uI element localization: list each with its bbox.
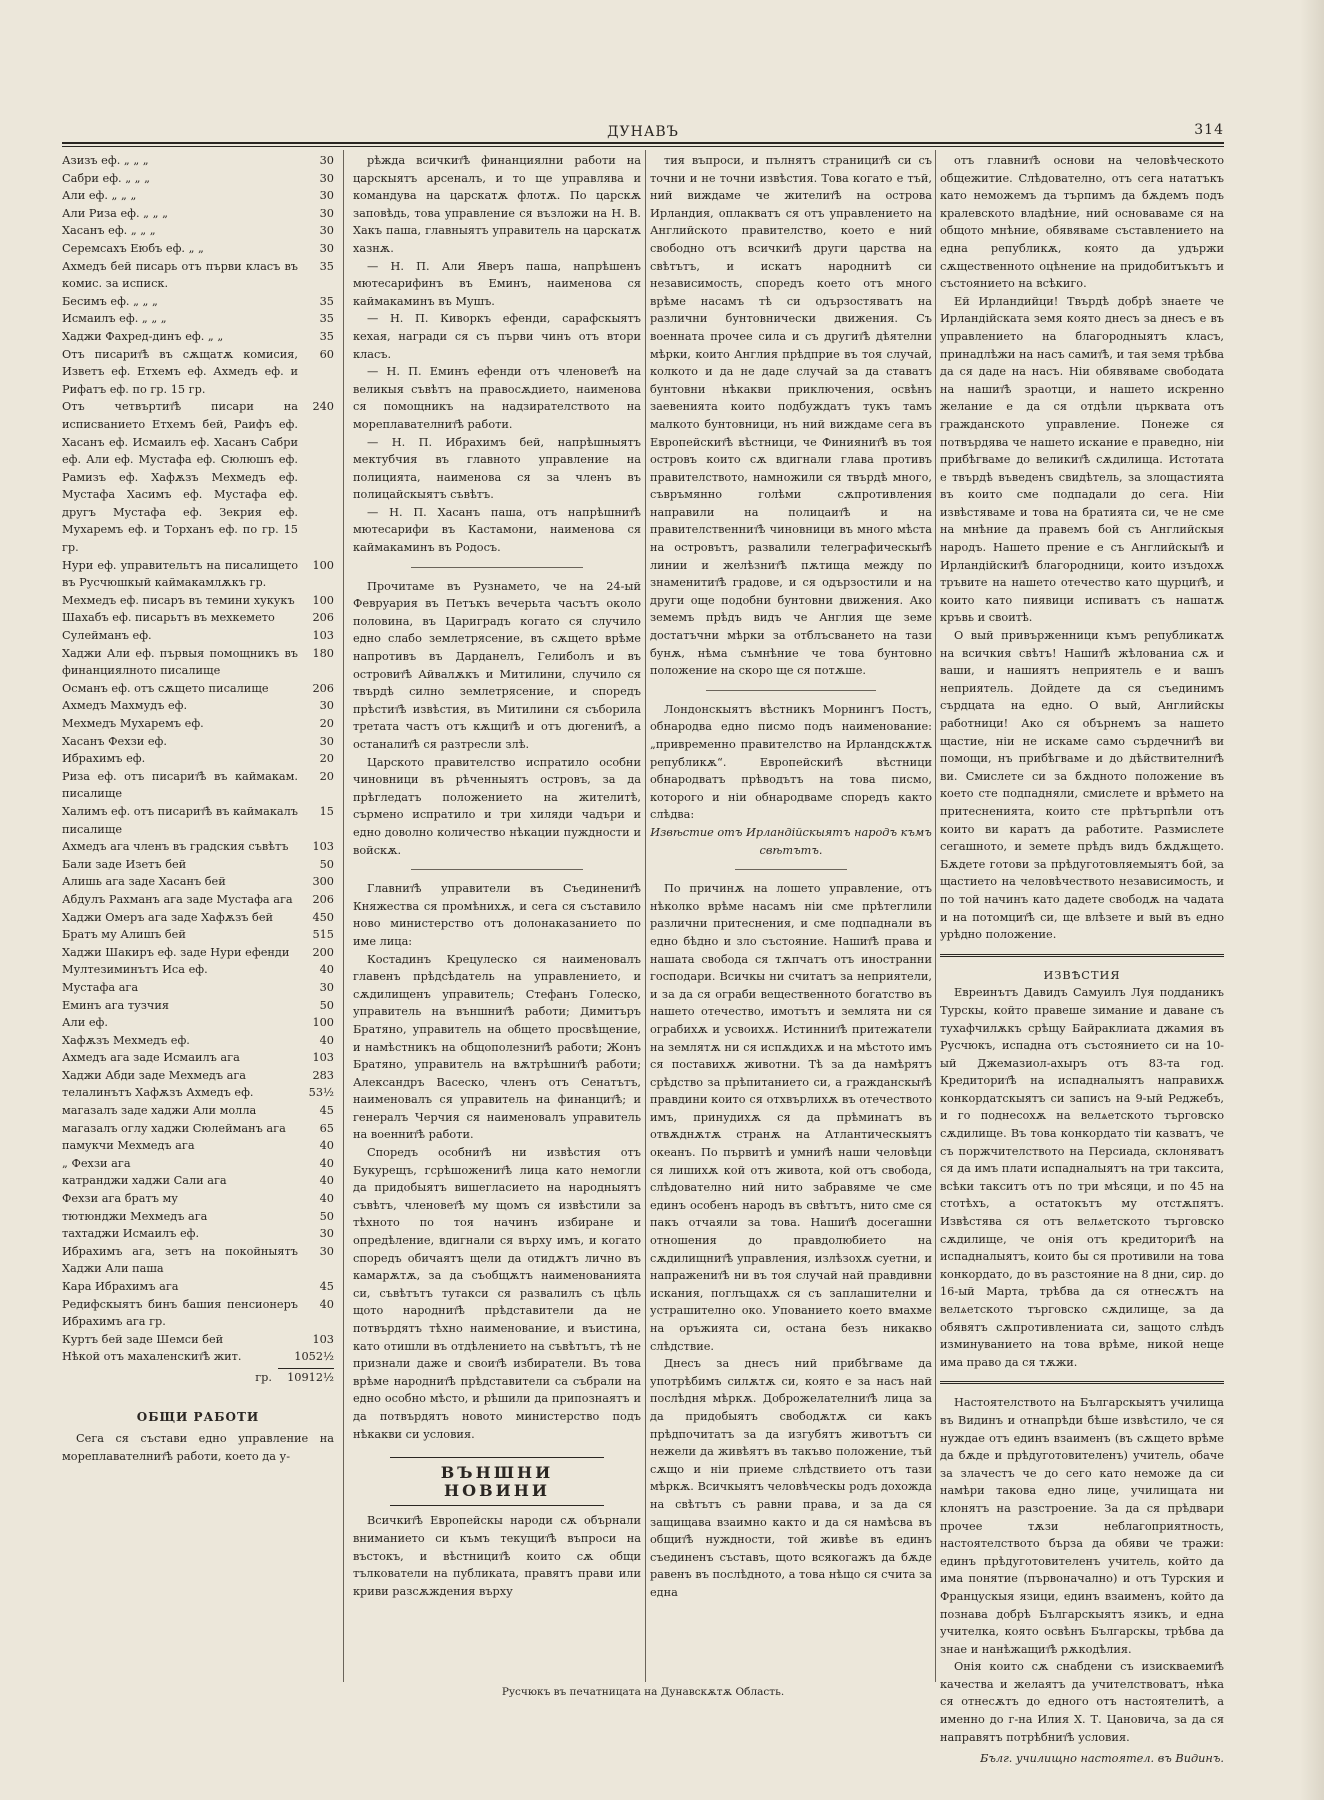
list-item-name: Хасанъ еф. „ „ „ [62,224,156,238]
list-item-amount: 30 [319,224,334,238]
total-row [62,1368,334,1387]
page-header [62,118,1224,140]
list-item [62,222,334,240]
list-item-name: Отъ писарит҃ѣ въ сѫщатѫ комисия, Изветъ еф. Етхемъ еф. Ахмедъ еф. и Рифатъ еф. по гр. 15 гр. [62,347,298,396]
list-item-name: Ахмедъ бей писарь отъ първи класъ въ комис. за исписк. [62,259,298,291]
column-divider [935,150,936,1682]
list-item [62,609,334,627]
list-item-amount: 30 [319,206,334,220]
column-4 [940,152,1224,1766]
list-item [62,750,334,768]
list-item-name: Мехмедъ Мухаремъ еф. [62,717,204,730]
foreign-news-heading: ВЪНШНИ НОВИНИ [390,1457,603,1506]
section-separator [940,954,1224,957]
list-item-name: Еминъ ага тузчия [62,998,170,1012]
list-item-name: Османъ еф. отъ сѫщето писалище [62,681,269,695]
article-paragraph: Лондонскыятъ вѣстникъ Морнингъ Постъ, обнародва едно писмо подъ наименование: „привременно правителство на Ирландскѫтѫ републикѫ“. Европейскит҃ѣ вѣстници обнародватъ прѣводътъ на това писмо, которого и нiи обнародваме споредъ както слѣдва: [650,702,932,822]
list-item-amount: 200 [312,945,334,959]
list-item-amount: 50 [319,1209,334,1223]
article-paragraph: — Н. П. Ибрахимъ бей, напрѣшныятъ мектубчия въ главното управление на полицията, наименова ся за членъ въ полицайскыятъ съвѣтъ. [353,435,641,502]
list-item-name: Нури еф. управительтъ на писалището въ Русчюшкый каймакамлѫкъ гр. [62,558,298,590]
section-separator [706,690,875,691]
column-divider [645,150,646,1682]
list-item-amount: 283 [312,1068,334,1082]
list-item-name: Риза еф. отъ писарит҃ѣ въ каймакам. писалище [62,769,298,801]
article-paragraph: Ей Ирландийци! Твърдѣ добрѣ знаете че Ирландійската земя която днесъ за днесъ е въ управлението на благородныятъ класъ, принадлѣжи на насъ самит҃ѣ, и тая земя трѣбва да ся даде на насъ. Нiи обявяваме свободата на нашит҃ѣ зраотци, и нашето искренно желание е да ся отдѣли църквата отъ гражданското управление. Понеже ся потвърдява че нашето искание е праведно, нiи прибѣгваме до великит҃ѣ сѫдилища. Истотата е твърдѣ въведенъ свидѣтель, за злощастията въ които сме подпадали до сега. Нiи извѣстяваме и това на братията си, че не сме на мнѣние да правемъ бой съ Английскыя народъ. Нашето прение е съ Английскыт҃ѣ и Ирландійскит҃ѣ благородници, които изъдохѫ тръвите на нашето отечество като щурцит҃ѣ, и които като пиявици испиватъ съ нашатѫ кръвь и своитѣ. [940,294,1224,625]
list-item-amount: 30 [319,734,334,748]
list-item-name: телалинътъ Хафѫзъ Ахмедъ еф. [62,1086,254,1100]
list-item [62,645,334,680]
list-item-name: Хаджи Омеръ ага заде Хафѫзъ бей [62,910,274,924]
list-item-name: Ибрахимъ ага, зетъ на покойныятъ Хаджи Али паша [62,1244,298,1276]
list-item-amount: 45 [319,1280,334,1293]
list-item-amount: 30 [319,189,334,203]
list-item-amount: 240 [312,400,334,414]
header-rule [62,142,1224,147]
list-item-amount: 30 [319,1227,334,1241]
list-item [62,697,334,715]
total-amount: 10912½ [278,1368,334,1387]
list-item-name: Бесимъ еф. „ „ „ [62,294,158,308]
article-paragraph: рѣжда всичкит҃ѣ финанциялни работи на царскыятъ арсеналъ, и то ще управлява и командува на царскатѫ флотѫ. По царскѫ заповѣдь, това управление ся възложи на Н. В. Хакъ паша, главныятъ управитель на царскатѫ хазнѫ. [353,154,641,255]
list-item-amount: 35 [319,259,334,273]
list-item-amount: 53½ [308,1086,334,1100]
notices-heading: ИЗВѢСТИЯ [1043,968,1121,982]
list-item-amount: 40 [319,1156,334,1170]
column-2 [353,152,641,1680]
list-item-amount: 103 [312,629,334,643]
list-item-name: Хаджи Али еф. първыя помощникъ въ финанциялното писалище [62,646,298,678]
list-item-name: Серемсахъ Еюбъ еф. „ „ [62,241,204,255]
list-item [62,1296,334,1331]
list-item [62,909,334,927]
newspaper-title: ДУНАВЪ [607,124,679,140]
letter-title: Извѣстие отъ Ирландійскыятъ народъ къмъ свѣтътъ. [650,825,932,857]
list-item-amount: 450 [312,910,334,924]
list-item-name: тютюнджи Мехмедъ ага [62,1209,208,1223]
list-item-name: Кара Ибрахимъ ага [62,1280,179,1293]
list-item [62,398,334,556]
list-item-amount: 103 [312,1051,334,1065]
section-separator [940,1381,1224,1384]
list-item [62,803,334,838]
list-item-name: Редифскыятъ бинъ башия пенсионеръ Ибрахимъ ага гр. [62,1297,298,1329]
list-item-name: Ахмедъ ага заде Исмаилъ ага [62,1051,240,1065]
notice-paragraph: Настоятелството на Българскыятъ училища въ Видинъ и отнапрѣди бѣше извѣстило, че ся нуждае отъ единъ взаименъ (въ сѫщето врѣме да бѫде и прѣдуготовителенъ) учитель, обаче за злачестъ че до сего като неможе да си намѣри такова едно лице, училищата ни клонятъ на разстроение. За да ся прѣдвари прочее тѫзи неблагоприятность, настоятелството бърза да обяви че тражи: единъ прѣдуготовителенъ учитель, който да има понятие (първоначално) и отъ Турския и Францускыя язици, единъ взаименъ, който да познава добрѣ Българскыятъ язикъ, и една учителка, която освѣнъ Българскы, трѣбва да знае и нанѣжащит҃ѣ рѫкодѣлия. [940,1396,1224,1656]
list-item-name: Фехзи ага братъ му [62,1192,178,1206]
list-item-name: „ Фехзи ага [62,1156,131,1170]
public-works-heading: ОБЩИ РАБОТИ [136,1409,260,1424]
list-item [62,997,334,1015]
notice-paragraph: Онія които сѫ снабдени съ изискваемит҃ѣ качества и желаятъ да учителствоватъ, нѣка ся отнесѫтъ до едного отъ настоятелитѣ, а именно до г-на Илия Х. Т. Цановича, за да ся направятъ потрѣбнит҃ѣ условия. [940,1660,1224,1744]
list-item [62,557,334,592]
list-item [62,979,334,997]
list-item [62,1243,334,1278]
list-item [62,1067,334,1085]
list-item [62,733,334,751]
list-item [62,926,334,944]
list-item-name: Хаджи Фахред-динъ еф. „ „ [62,329,224,343]
list-item-amount: 65 [319,1121,334,1135]
article-paragraph: тия въпроси, и пълнятъ страницит҃ѣ си съ точни и не точни извѣстия. Това когато е тъй, ний виждаме че жителит҃ѣ на острова Ирландия, оплакватъ ся отъ управлението на Английското правителство, което е ний свободно отъ всичкит҃ѣ други царства на свѣтътъ, и искатъ народнитѣ си независимость, споредъ което отъ много врѣме насамъ тѣ си одързостяватъ на различни бунтовнически движения. Съ военната прочее сила и съ другит҃ѣ дѣятелни мѣрки, които Англия прѣдприе въ тоя случай, колкото и да не даде случай за да ставатъ бунтовни нѣкакви приключения, освѣнъ заевенията които подбуждатъ тукъ тамъ малкото бунтовници, нъ ний виждаме сега въ Европейскит҃ѣ вѣстници, че Финиянит҃ѣ въ тоя островъ които сѫ вдигнали глава противъ правителството, намножили ся твърдѣ много, съвръмянно голѣми сѫпротивления направили на полицаит҃ѣ и на правителственнит҃ѣ чиновници въ много мѣста на островътъ, развалили телеграфическыт҃ѣ линии и желѣзнит҃ѣ пѫтища между по знаменитит҃ѣ градове, и ся одързостили и на други още подобни бунтовни движения. Ако земемъ прѣдъ видъ че Англия ще земе достатъчни мѣрки за отблъсването на тази бунѫ, нѣма съмнѣние че това бунтовно положение на скоро ще ся потѫше. [650,154,932,678]
list-item-amount: 180 [312,646,334,660]
list-item-name: Мултезиминътъ Иса еф. [62,963,208,977]
article-paragraph: — Н. П. Хасанъ паша, отъ напрѣшнит҃ѣ мютесарифи въ Кастамони, наименова ся каймакаминъ въ Родосъ. [353,505,641,555]
list-item-name: Ибрахимъ еф. [62,752,146,766]
list-item [62,961,334,979]
list-item-amount: 100 [312,593,334,607]
list-item [62,1014,334,1032]
page-edge-shading [1300,0,1324,1800]
list-item [62,856,334,874]
article-paragraph: Всичкит҃ѣ Европейскы народи сѫ обърнали вниманието си къмъ текущит҃ѣ въпроси на въстокъ, и вѣстницит҃ѣ които сѫ общи тълкователи на публиката, правятъ прави или криви разсѫждения върху [353,1514,641,1598]
article-paragraph: Днесъ за днесъ ний прибѣгваме да употрѣбимъ силѫтѫ си, която е за насъ най послѣдня мѣркѫ. Доброжелателнит҃ѣ лица за да придобыятъ свободѫтѫ си какъ прѣдпочитатъ за да изгубятъ животътъ си нежели да живѣятъ въ такъво положение, тъй сѫщо и нiи приеме слѣдствието отъ тази мѣркѫ. Всичкыятъ человѣческы родъ дохожда на свѣтътъ съ равни права, и за да ся защищава взаимно както и да ся намѣсва въ общит҃ѣ нуждности, той живѣе въ единъ съединенъ съставъ, щото всякогажъ да бѫде равенъ въ послѣдното, а това нѣщо ся счита за една [650,1357,932,1599]
list-item [62,1102,334,1120]
list-item [62,1278,334,1296]
list-item-name: Ахмедъ ага членъ въ градския съвѣтъ [62,840,289,854]
list-item-amount: 30 [319,699,334,713]
list-item-name: Али еф. „ „ „ [62,189,137,203]
list-item [62,873,334,891]
list-item [62,944,334,962]
list-item-name: Хафѫзъ Мехмедъ еф. [62,1033,190,1047]
list-item-name: Отъ четвъртит҃ѣ писари на исписванието Етхемъ бей, Раифъ еф. Хасанъ еф. Исмаилъ еф. Хасанъ Сабри еф. Али еф. Мустафа еф. Сюлюшъ еф. Рамизъ еф. Хафѫзъ Мехмедъ еф. Мустафа Хасимъ еф. Мустафа еф. другъ Мустафа еф. Зекрия еф. Мухаремъ еф. и Торханъ еф. по гр. 15 гр. [62,400,298,555]
article-paragraph: Споредъ особнит҃ѣ ни извѣстия отъ Букурещъ, гсрѣшоженит҃ѣ лица като немогли да придобыятъ вишегласието на народныятъ съвѣтъ, членовет҃ѣ му щомъ ся извѣстили за тѣхното по тоя начинъ избиране и опредѣление, вдигнали ся върху имъ, и когато споредъ обичаятъ щели да отидѫтъ лично въ камарѫтѫ, за да съобщѫтъ наименованията си, съвѣтътъ тутакси ся развалилъ съ цѣль щото народнит҃ѣ прѣдставители да не потвърдятъ тѣхно наименование, и въистина, като отишли въ отдѣлението на съвѣтътъ, тѣ не признали даже и своит҃ѣ избиратели. Въ това врѣме народнит҃ѣ прѣдставители са събрали на едно особно мѣсто, и рѣшили да припознаятъ и да потвърдятъ новото министерство подъ нѣкакви си условия. [353,1146,641,1441]
article-paragraph: Прочитаме въ Рузнамето, че на 24-ый Февруария въ Петъкъ вечерьта часътъ около половина, въ Цариградъ когато ся случило едно слабо землетрясение, въ сѫщето врѣме напротивъ въ Дарданелъ, Гелиболъ и въ островит҃ѣ Айвалѫкъ и Митилини, случило ся твърдѣ силно землетрясение, и споредъ прѣстит҃ѣ извѣстия, въ Митилини ся съборила третата частъ отъ кѫщит҃ѣ и отъ дюгенит҃ѣ, а останалит҃ѣ ся разтресли злѣ. [353,579,641,751]
list-item-name: Шахабъ еф. писарьтъ въ мехкемето [62,611,275,625]
section-separator [411,869,584,870]
list-item-amount: 20 [319,717,334,730]
list-item-amount: 35 [319,329,334,343]
list-item-amount: 30 [319,980,334,994]
list-item-name: Али еф. [62,1016,108,1030]
list-item-name: катранджи хаджи Сали ага [62,1174,227,1188]
list-item-name: Братъ му Алишъ бей [62,928,186,942]
list-item-amount: 206 [312,892,334,906]
list-item-amount: 20 [319,752,334,766]
list-item-amount: 50 [319,857,334,871]
list-item-name: магазалъ оглу хаджи Сюлейманъ ага [62,1121,286,1135]
list-item-amount: 103 [312,1332,334,1346]
list-item [62,310,334,328]
list-item-amount: 515 [312,928,334,942]
list-item [62,1208,334,1226]
list-item [62,187,334,205]
public-works-text: Сега ся състави едно управление на мореплавателнит҃ѣ работи, което да у- [62,1432,334,1463]
page-number: 314 [1194,122,1224,138]
list-item [62,1032,334,1050]
list-item-name: Мустафа ага [62,980,139,994]
article-paragraph: Костадинъ Крецулеско ся наименовалъ главенъ прѣдсѣдатель на управлението, и сѫдилищенъ управитель; Стефанъ Голеско, управитель на външнит҃ѣ работи; Димитъръ Братяно, управитель на общето просвѣщение, и намѣстникъ на общополезнит҃ѣ работи; Жонъ Братяно, управитель на вѫтрѣшнит҃ѣ работи; Александръ Васеско, членъ отъ Сенатътъ, наименовалъ ся управитель на финанцит҃ѣ; и генералъ Черчия ся наименовалъ управитель на военнит҃ѣ работи. [353,952,641,1142]
list-item-name: Хасанъ Фехзи еф. [62,734,167,748]
list-item-name: Абдулъ Рахманъ ага заде Мустафа ага [62,892,293,906]
list-item-name: Исмаилъ еф. „ „ „ [62,312,167,326]
list-item-name: Хаджи Абди заде Мехмедъ ага [62,1068,247,1082]
list-item-name: Мехмедъ еф. писаръ въ темини хукукъ [62,593,295,607]
list-item [62,715,334,733]
list-item [62,680,334,698]
article-paragraph: Главнит҃ѣ управители въ Съединенит҃ѣ Княжества ся промѣнихѫ, и сега ся съставило ново министерство отъ долонаказанието по име лица: [353,882,641,948]
list-item [62,346,334,399]
list-item-name: Сулейманъ еф. [62,629,152,643]
list-item-amount: 35 [319,312,334,326]
list-item [62,328,334,346]
list-item [62,293,334,311]
list-item-name: Хаджи Шакиръ еф. заде Нури ефенди [62,945,290,959]
list-item-amount: 40 [319,1033,334,1047]
list-item-name: памукчи Мехмедъ ага [62,1139,195,1153]
list-item [62,240,334,258]
list-item-amount: 40 [319,963,334,977]
list-item [62,592,334,610]
list-item-name: Нѣкой отъ махаленскит҃ѣ жит. [62,1350,242,1364]
article-paragraph: По причинѫ на лошето управление, отъ нѣколко врѣме насамъ нiи сме прѣтеглили различни притеснения, и сме подпаднали въ едно бѣдно и зло състояние. Нашит҃ѣ права и нашата свобода ся тѫпчатъ отъ иностранни господари. Всичкы ни считатъ за неприятели, и за да ся ограби вещественното богатство въ нашето отечество, имотътъ и землята ни ся ограбихѫ и усвоихѫ. Истиннит҃ѣ притежатели на землятѫ ни ся испѫдихѫ и на мѣстото имъ ся поставихѫ животни. Тѣ за да намѣрятъ срѣдство за прѣпитанието си, а гражданскыт҃ѣ правдини които ся отхвърлихѫ въ отечеството имъ, принудихѫ ся да прѣминатъ въ отвѫднѫтѫ странѫ на Атлантическыятъ океанъ. По първитѣ и умнит҃ѣ наши человѣци ся лишихѫ кой отъ живота, кой отъ свобода, слѣдователно ний нито забравяме че сме единъ особенъ народъ въ свѣтътъ, нито сме ся пакъ отчаяли за това. Нашит҃ѣ досегашни отношения до правдолюбието на сѫдилищнит҃ѣ управления, излѣзохѫ суетни, и напраженит҃ѣ ни въ тоя случай най правдивни искания, поглъщахѫ ся съ заплашителни и устрашително око. Упованието което вмахме на оръжията си, остана безъ никакво слѣдствие. [650,882,932,1353]
list-item-name: Азизъ еф. „ „ „ [62,154,149,167]
list-item-name: магазалъ заде хаджи Али молла [62,1104,257,1118]
list-item-amount: 30 [319,171,334,185]
article-paragraph: — Н. П. Али Яверъ паша, напрѣшенъ мютесарифинъ въ Еминъ, наименова ся каймакаминъ въ Мушъ. [353,259,641,308]
total-label: гр. [255,1370,272,1384]
list-item-amount: 30 [319,1244,334,1258]
list-item-name: тахтаджи Исмаилъ еф. [62,1227,200,1241]
list-item-amount: 206 [312,681,334,695]
list-item [62,838,334,856]
section-separator [411,567,584,568]
list-item-amount: 100 [312,1016,334,1030]
donation-list [62,152,334,346]
list-item-name: Сабри еф. „ „ „ [62,171,150,185]
column-divider [343,150,344,1682]
list-item-name: Бали заде Изетъ бей [62,857,187,871]
notice-signature: Бълг. училищно настоятел. въ Видинъ. [980,1752,1224,1766]
list-item-amount: 50 [319,998,334,1012]
list-item [62,152,334,170]
article-paragraph: — Н. П. Еминъ ефенди отъ членовет҃ѣ на великыя съвѣтъ на правосѫдието, наименова ся помощникъ на надзирателството на мореплавателнит҃ѣ работи. [353,365,641,431]
list-item-amount: 40 [319,1139,334,1153]
list-item [62,1331,334,1349]
list-item [62,1190,334,1208]
list-item-amount: 30 [319,154,334,167]
list-item-amount: 60 [319,347,334,361]
list-item-name: Халимъ еф. отъ писарит҃ѣ въ каймакалъ писалище [62,804,298,836]
article-paragraph: Царското правителство испратило особни чиновници въ рѣченныятъ островъ, за да прѣгледатъ положението на жителитѣ, сърмено испратило и три хиляди чадъри и едно доволно количество нѣкации пуждности и войскѫ. [353,755,641,857]
list-item-name: Али Риза еф. „ „ „ [62,206,168,220]
list-item [62,205,334,223]
article-paragraph: — Н. П. Киворкъ ефенди, сарафскыятъ кехая, награди ся съ първи чинъ отъ втори класъ. [353,312,641,361]
list-item-amount: 30 [319,241,334,255]
list-item-amount: 40 [319,1297,334,1311]
list-item [62,1084,334,1102]
list-item-name: Ахмедъ Махмудъ еф. [62,699,188,713]
list-item-name: Алишь ага заде Хасанъ бей [62,875,226,889]
list-item [62,1155,334,1173]
list-item [62,1137,334,1155]
article-paragraph: О вый привърженници къмъ републикатѫ на всичкия свѣтъ! Нашит҃ѣ жѣлованиа сѫ и ваши, и нашиятъ неприятель е и вашъ неприятель. Дойдете да ся съединимъ сърдцата на едно. О вый, Английскы работници! Ако ся обърнемъ за нашето щастие, нiи не искаме само сърдечнит҃ѣ ви помощи, нъ прибѣгваме и до дѣйствителнит҃ѣ ви. Смислете си за бѫдното положение въ което сте подпадняли, смислете и врѣмето на притесненията, които сте прѣтърпѣли отъ които ви каратъ да работите. Размислете сегашното, и земете прѣдъ видъ бѫдѫщето. Бѫдете готови за прѣдуготовляемыятъ бой, за щастието на человѣчеството независимость, и по той начинъ като дадете свободѫ на чадата и на потомцит҃ѣ си, ще влѣзете и вый въ едно урѣдно положение. [940,629,1224,942]
list-item [62,1120,334,1138]
list-item [62,627,334,645]
list-item-amount: 100 [312,558,334,572]
donation-list-2 [62,557,334,1366]
list-item-amount: 1052½ [294,1350,334,1364]
section-separator [735,869,848,870]
list-item-amount: 45 [319,1104,334,1118]
article-paragraph: отъ главнит҃ѣ основи на человѣческото общежитие. Слѣдователно, отъ сега нататъкъ като неможемъ да търпимъ да бѫдемъ подъ кралевското владѣние, ний основаваме ся на общото мнѣние, обявяваме съставлението на една републикѫ, която да удържи сѫщественното оцѣнение на придобитъкътъ и състоянието на всѣкиго. [940,154,1224,291]
notice-paragraph: Евреинътъ Давидъ Самуилъ Луя подданикъ Турскы, който правеше зимание и даване съ тухафчилѫкъ срѣщу Байраклиата джамия въ Русчюкъ, испадна отъ състоянието си на 10-ый Джемазиол-ахыръ отъ 83-та год. Кредиторит҃ѣ на испадналыятъ направихѫ конкордатскыятъ си записъ на 9-ый Реджебъ, и го поднесохѫ на велѧетското търговско сѫдилище. Въ това конкордато тiи казватъ, че съ поржчителството на Персиада, склоняватъ ся да имъ плати испадналыятъ на три таксита, всѣки такситъ отъ по три мѣсяци, и по 45 на стотѣхъ, а остатокътъ му отстѫпятъ. Извѣстява ся отъ велѧетското търговско сѫдилище, че онія отъ кредиторит҃ѣ на испадналыятъ, които бы ся противили на това конкордато, до въ разстояние на 8 дни, сир. до 16-ый Марта, трѣбва да ся отнесѫтъ на велѧетското търговско сѫдилище, за да обявятъ сѫпротивлениата си, защото слѣдъ изминуванието на това врѣме, никой неще има право да ся тѫжи. [940,986,1224,1369]
list-item-amount: 20 [319,769,334,783]
list-item [62,1049,334,1067]
column-1 [62,152,334,1680]
list-item [62,1348,334,1366]
list-item [62,170,334,188]
list-item-amount: 40 [319,1192,334,1206]
list-item-amount: 40 [319,1174,334,1188]
list-item [62,258,334,293]
printer-imprint: Русчюкъ въ печатницата на Дунавскѫтѫ Область. [501,1686,785,1698]
list-item-name: Куртъ бей заде Шемси бей [62,1332,224,1346]
list-item-amount: 300 [312,875,334,889]
list-item-amount: 35 [319,294,334,308]
list-item-amount: 103 [312,840,334,854]
list-item [62,891,334,909]
list-item [62,768,334,803]
column-3 [650,152,932,1680]
list-item [62,1172,334,1190]
list-item-amount: 206 [312,611,334,625]
list-item-amount: 15 [319,804,334,818]
list-item [62,1225,334,1243]
